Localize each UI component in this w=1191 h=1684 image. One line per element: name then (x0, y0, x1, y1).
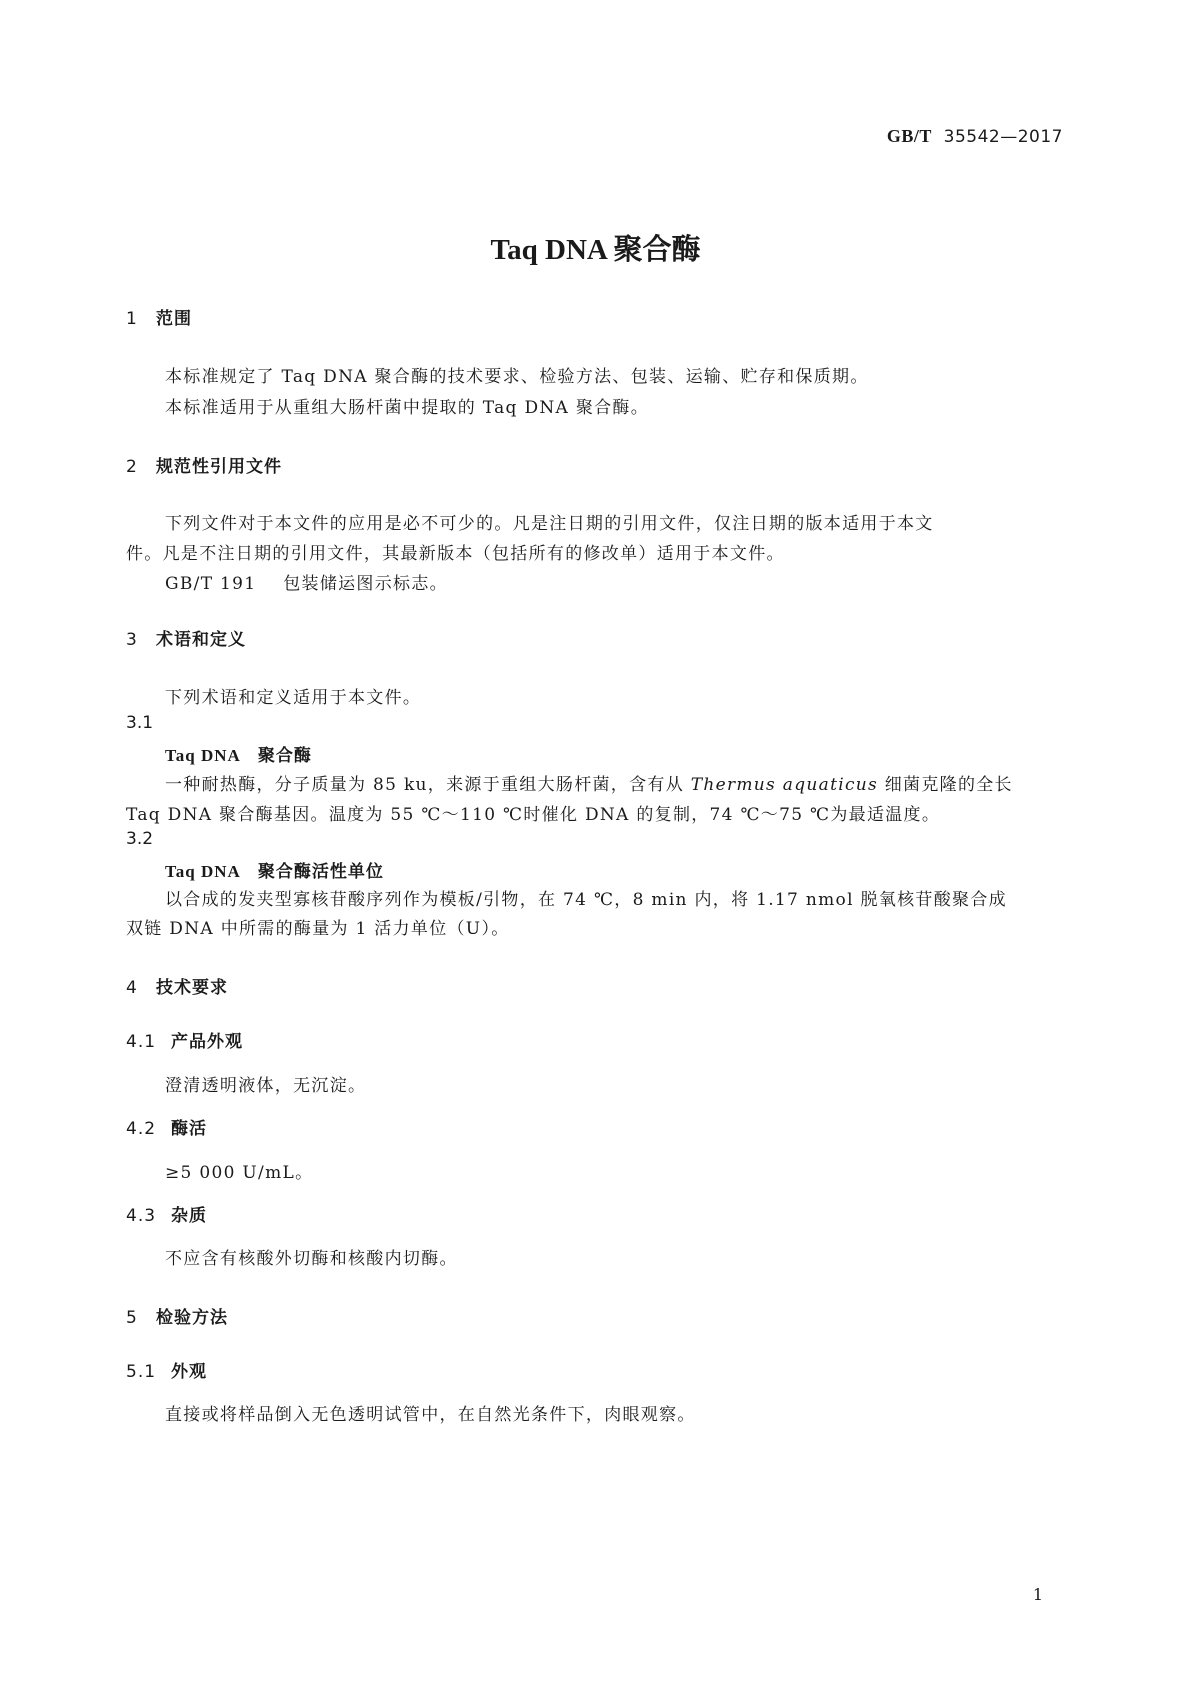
section-4-2-text: ≥5 000 U/mL。 (165, 1163, 314, 1183)
standard-prefix: GB/T (886, 126, 932, 146)
section-5-1-heading: 5.1 外观 (126, 1362, 207, 1382)
term-3-2-name: Taq DNA 聚合酶活性单位 (165, 862, 384, 881)
section-5-1-text: 直接或将样品倒入无色透明试管中，在自然光条件下，肉眼观察。 (165, 1405, 696, 1425)
reference-title: 包装储运图示标志。 (283, 574, 448, 594)
section-4-3-text: 不应含有核酸外切酶和核酸内切酶。 (165, 1249, 458, 1269)
section-4-1-heading: 4.1 产品外观 (126, 1032, 243, 1052)
section-2-para-line-1: 下列文件对于本文件的应用是必不可少的。凡是注日期的引用文件，仅注日期的版本适用于本文 (165, 514, 934, 534)
section-1-para-2: 本标准适用于从重组大肠杆菌中提取的 Taq DNA 聚合酶。 (165, 398, 650, 418)
term-3-1-number: 3.1 (126, 713, 154, 733)
section-4-2-heading: 4.2 酶活 (126, 1119, 207, 1139)
term-3-1-definition-line-2: Taq DNA 聚合酶基因。温度为 55 ℃～110 ℃时催化 DNA 的复制，74 ℃～75 ℃为最适温度。 (126, 805, 941, 825)
section-3-heading: 3 术语和定义 (126, 630, 246, 650)
term-3-2-definition-line-1: 以合成的发夹型寡核苷酸序列作为模板/引物，在 74 ℃，8 min 内，将 1.17 nmol 脱氧核苷酸聚合成 (165, 890, 1007, 910)
section-5-heading: 5 检验方法 (126, 1308, 228, 1328)
section-4-1-text: 澄清透明液体，无沉淀。 (165, 1076, 367, 1096)
reference-code: GB/T 191 (165, 574, 257, 594)
term-3-2-number: 3.2 (126, 829, 154, 849)
term-3-2-definition-line-2: 双链 DNA 中所需的酶量为 1 活力单位（U）。 (126, 919, 510, 939)
term-3-1-name: Taq DNA 聚合酶 (165, 746, 312, 765)
species-name: Thermus aquaticus (690, 775, 879, 795)
standard-number (887, 126, 1063, 147)
normative-reference (165, 569, 448, 594)
section-4-3-heading: 4.3 杂质 (126, 1206, 207, 1226)
section-1-para-1: 本标准规定了 Taq DNA 聚合酶的技术要求、检验方法、包装、运输、贮存和保质期。 (165, 367, 869, 387)
term-3-1-definition-line-1: 一种耐热酶，分子质量为 85 ku，来源于重组大肠杆菌，含有从 Thermus aquaticus 细菌克隆的全长 (165, 775, 1013, 795)
section-2-heading: 2 规范性引用文件 (126, 457, 282, 477)
standard-number-value: 35542—2017 (943, 127, 1063, 147)
section-2-para-line-2: 件。凡是不注日期的引用文件，其最新版本（包括所有的修改单）适用于本文件。 (126, 544, 785, 564)
section-4-heading: 4 技术要求 (126, 978, 228, 998)
section-1-heading: 1 范围 (126, 309, 192, 329)
document-title: Taq DNA 聚合酶 (490, 234, 701, 266)
page-number: 1 (1032, 1585, 1043, 1604)
section-3-intro: 下列术语和定义适用于本文件。 (165, 688, 422, 708)
